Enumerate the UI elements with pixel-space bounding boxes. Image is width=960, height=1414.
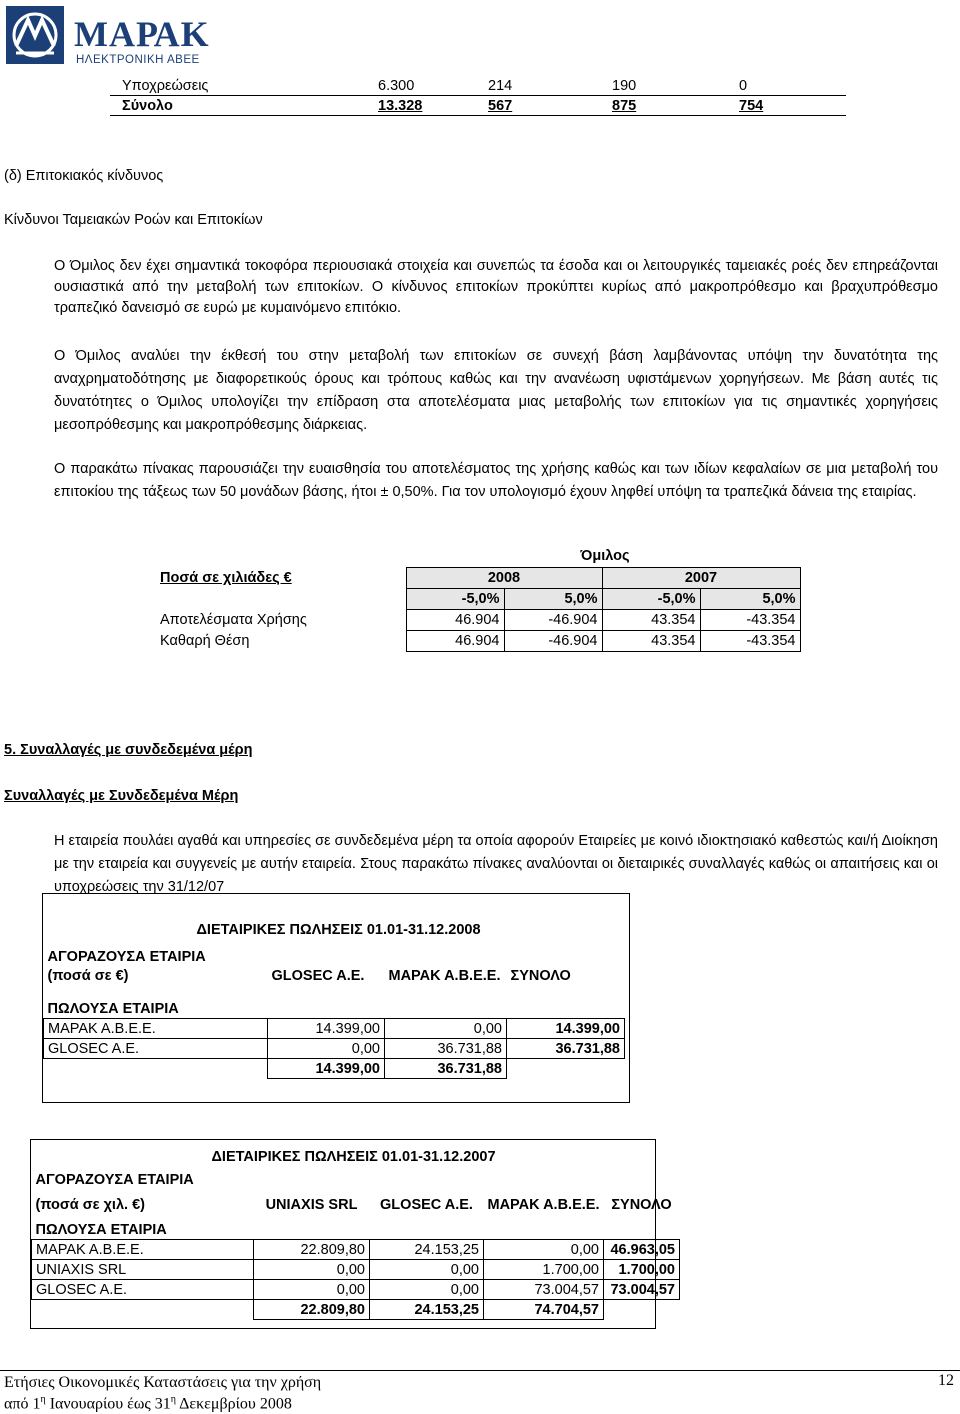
sales-2007-table — [31, 1147, 680, 1320]
cell: 73.004,57 — [603, 1280, 679, 1300]
table-row — [156, 568, 800, 589]
cell: 0,00 — [370, 1260, 484, 1280]
cell: 0 — [739, 77, 748, 94]
row-label: Αποτελέσματα Χρήσης — [160, 612, 307, 628]
company-subtitle: ΗΛΕΚΤΡΟΝΙΚΗ ΑΒΕΕ — [76, 54, 200, 66]
buyer-label: ΑΓΟΡΑΖΟΥΣΑ ΕΤΑΙΡΙΑ — [47, 948, 206, 965]
company-name: ΜΑΡΑΚ — [74, 14, 210, 54]
total-cell: 24.153,25 — [370, 1300, 484, 1320]
table-row — [44, 1039, 625, 1059]
column-header: ΣΥΝΟΛΟ — [510, 967, 571, 984]
column-header: ΜΑΡΑΚ Α.Β.Ε.Ε. — [487, 1196, 600, 1213]
table-row — [44, 920, 625, 939]
cell: 190 — [612, 77, 637, 94]
total-cell: 22.809,80 — [254, 1300, 370, 1320]
change-header: -5,0% — [602, 589, 700, 610]
interest-sensitivity-table — [156, 567, 801, 652]
table-row — [44, 985, 625, 999]
seller-label: ΠΩΛΟΥΣΑ ΕΤΑΙΡΙΑ — [35, 1221, 167, 1238]
total-cell: 74.704,57 — [484, 1300, 604, 1320]
cell: 46.963,05 — [603, 1240, 679, 1260]
row-label: GLOSEC A.E. — [44, 1039, 268, 1059]
row-label: ΜΑΡΑΚ Α.Β.Ε.Ε. — [44, 1019, 268, 1039]
table-row — [156, 610, 800, 631]
table-row — [44, 939, 625, 947]
page-number: 12 — [938, 1372, 954, 1389]
section-5-heading: 5. Συναλλαγές με συνδεδεμένα μέρη — [4, 742, 253, 758]
table-row — [32, 1170, 680, 1189]
sales-2007-title: ΔΙΕΤΑΙΡΙΚΕΣ ΠΩΛΗΣΕΙΣ 01.01-31.12.2007 — [211, 1148, 496, 1165]
section-heading: (δ) Επιτοκιακός κίνδυνος — [4, 168, 164, 184]
table-row — [44, 966, 625, 985]
paragraph: Η εταιρεία πουλάει αγαθά και υπηρεσίες σε συνδεδεμένα μέρη τα οποία αφορούν Εταιρείες με κοινό ιδιοκτησιακό καθεστώς και/ή Διοίκηση με την εταιρεία και συγγενείς με αυτήν εταιρεία. Στους παρακάτω πίνακες αναλύονται οι διεταιρικές συναλλαγές καθώς οι απαιτήσεις και οι υποχρεώσεις την 31/12/07 — [54, 833, 938, 895]
buyer-label: ΑΓΟΡΑΖΟΥΣΑ ΕΤΑΙΡΙΑ — [35, 1171, 194, 1188]
cell: 46.904 — [406, 610, 504, 631]
year-2007: 2007 — [602, 568, 800, 589]
amount-label: Ποσά σε χιλιάδες € — [160, 570, 292, 586]
table-row — [44, 1019, 625, 1039]
marak-logo-icon — [6, 6, 64, 64]
change-header: -5,0% — [406, 589, 504, 610]
cell: 1.700,00 — [484, 1260, 604, 1280]
cell: -46.904 — [504, 631, 602, 652]
table-row — [32, 1280, 680, 1300]
seller-label: ΠΩΛΟΥΣΑ ΕΤΑΙΡΙΑ — [47, 1000, 179, 1017]
cell: 0,00 — [268, 1039, 385, 1059]
footer-line-1: Ετήσιες Οικονομικές Καταστάσεις για την χρήση — [4, 1374, 322, 1391]
row-label: Σύνολο — [122, 97, 173, 114]
cell: 1.700,00 — [603, 1260, 679, 1280]
cell: 214 — [488, 77, 513, 94]
row-label: UNIAXIS SRL — [32, 1260, 254, 1280]
column-header: ΣΥΝΟΛΟ — [611, 1196, 672, 1213]
cell: 754 — [739, 97, 764, 114]
table-row — [110, 76, 846, 96]
table-row — [32, 1147, 680, 1166]
total-cell: 14.399,00 — [268, 1059, 385, 1079]
row-label: GLOSEC A.E. — [32, 1280, 254, 1300]
amount-label: (ποσά σε €) — [47, 967, 129, 984]
cell: 24.153,25 — [370, 1240, 484, 1260]
footer-line-2: από $1^\eta$ Ιανουαρίου έως $31^\eta$ Δεκεμβρίου 2008 — [4, 1394, 292, 1413]
paragraph: Ο παρακάτω πίνακας παρουσιάζει την ευαισθησία του αποτελέσματος της χρήσης καθώς και των ιδίων κεφαλαίων σε μια μεταβολή του επιτοκίου της τάξεως των 50 μονάδων βάσης, ήτοι ± 0,50%. Για τον υπολογισμό έχουν ληφθεί υπόψη τα τραπεζικά δάνεια της εταιρίας. — [54, 461, 938, 500]
table-row — [32, 1240, 680, 1260]
cell: 0,00 — [254, 1260, 370, 1280]
table-row — [32, 1195, 680, 1214]
footer-divider — [0, 1370, 960, 1371]
change-header: 5,0% — [504, 589, 602, 610]
cell: 36.731,88 — [385, 1039, 507, 1059]
cell: 567 — [488, 97, 513, 114]
change-header: 5,0% — [700, 589, 800, 610]
sales-2008-title: ΔΙΕΤΑΙΡΙΚΕΣ ΠΩΛΗΣΕΙΣ 01.01-31.12.2008 — [196, 921, 481, 938]
paragraph: Ο Όμιλος αναλύει την έκθεσή του στην μεταβολή των επιτοκίων σε συνεχή βάση λαμβάνοντας υπόψη την δυνατότητα της αναχρηματοδότησης με διαφορετικούς όρους και τρόπους καθώς και την ανανέωση υφιστάμενων χορηγήσεων. Με βάση αυτές τις δυνατότητες ο Όμιλος υπολογίζει την επίδραση στα αποτελέσματα μιας μεταβολής των επιτοκίων για τις σημαντικές χορηγήσεις μεσοπρόθεσμης και μακροπρόθεσμης διάρκειας. — [54, 348, 938, 433]
cell: 73.004,57 — [484, 1280, 604, 1300]
column-header: GLOSEC A.E. — [380, 1196, 473, 1213]
sales-2008-table — [43, 920, 625, 1079]
cell: 36.731,88 — [507, 1039, 625, 1059]
table-row — [44, 1059, 625, 1079]
cell: 13.328 — [378, 97, 423, 114]
section-subheading: Κίνδυνοι Ταμειακών Ροών και Επιτοκίων — [4, 212, 263, 228]
cell: 14.399,00 — [268, 1019, 385, 1039]
cell: 0,00 — [484, 1240, 604, 1260]
cell: 43.354 — [602, 631, 700, 652]
group-label: Όμιλος — [580, 548, 630, 564]
row-label: ΜΑΡΑΚ Α.Β.Ε.Ε. — [32, 1240, 254, 1260]
row-label: Καθαρή Θέση — [160, 633, 250, 649]
table-row — [32, 1220, 680, 1240]
cell: 22.809,80 — [254, 1240, 370, 1260]
cell: 0,00 — [370, 1280, 484, 1300]
table-row — [32, 1300, 680, 1320]
column-header: ΜΑΡΑΚ Α.Β.Ε.Ε. — [388, 967, 501, 984]
year-2008: 2008 — [406, 568, 602, 589]
column-header: GLOSEC A.E. — [271, 967, 365, 984]
table-row — [110, 96, 846, 116]
section-5-subheading: Συναλλαγές με Συνδεδεμένα Μέρη — [4, 788, 239, 804]
cell: 875 — [612, 97, 637, 114]
cell: -43.354 — [700, 631, 800, 652]
cell: 14.399,00 — [507, 1019, 625, 1039]
cell: 46.904 — [406, 631, 504, 652]
row-label: Υποχρεώσεις — [122, 77, 209, 94]
cell: 6.300 — [378, 77, 415, 94]
table-row — [44, 999, 625, 1019]
cell: 0,00 — [385, 1019, 507, 1039]
column-header: UNIAXIS SRL — [265, 1196, 358, 1213]
table-row — [156, 589, 800, 610]
paragraph: Ο Όμιλος δεν έχει σημαντικά τοκοφόρα περιουσιακά στοιχεία και συνεπώς τα έσοδα και οι λειτουργικές ταμειακές ροές δεν επηρεάζονται ουσιαστικά από την μεταβολή των επιτοκίων. Ο κίνδυνος επιτοκίων προκύπτει κυρίως από μακροπρόθεσμο και βραχυπρόθεσμο τραπεζικό δανεισμό σε ευρώ με κυμαινόμενο επιτόκιο. — [54, 258, 938, 316]
cell: 43.354 — [602, 610, 700, 631]
cell: -46.904 — [504, 610, 602, 631]
liabilities-summary-table — [110, 76, 846, 116]
total-cell: 36.731,88 — [385, 1059, 507, 1079]
cell: -43.354 — [700, 610, 800, 631]
table-row — [156, 631, 800, 652]
amount-label: (ποσά σε χιλ. €) — [35, 1196, 145, 1213]
cell: 0,00 — [254, 1280, 370, 1300]
table-row — [32, 1260, 680, 1280]
table-row — [44, 947, 625, 966]
